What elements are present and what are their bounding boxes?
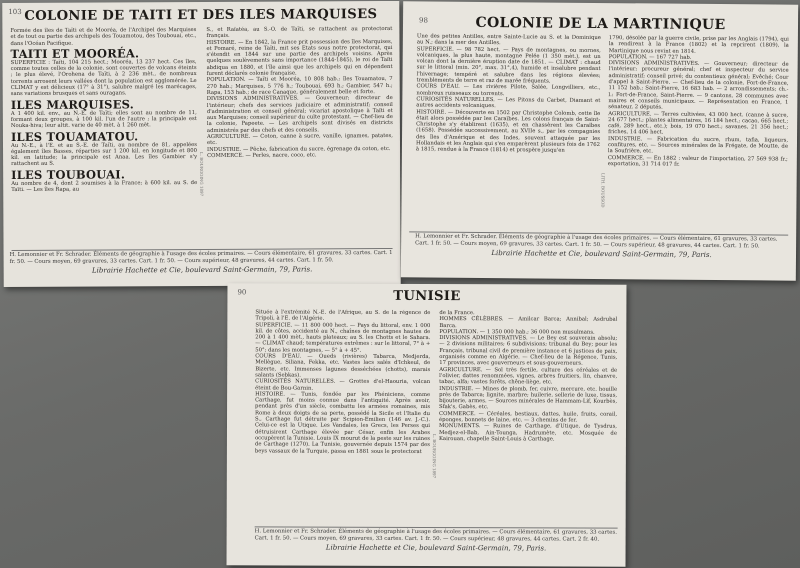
right-column xyxy=(206,26,393,247)
section-text: HISTOIRE. — Tunis, fondée par les Phéniciens, comme Carthage, fut moins connue dans l'antiquité. Après avoir, pendant près d'un siècle, combattu les armées romaines, mis Rome à deux doigts de sa perte, possédé la Sicile et l'Italie du S., Carthage fut détruite par Scipion-Emilien (146 av. J.-C.). Celui-ce est la Utique. Les Vandales, les Grecs, les Perses qui détruisirent Carthage élevée par César, enfin les Arabes occupèrent la Tunisie. Louis IX mourut de la peste sur les ruines de Carthage (1270). La Tunisie, gouvernée depuis 1574 par des beys vassaux de la Turquie, passa en 1881 sous le protectorat xyxy=(254,391,431,455)
section-text: POPULATION. — 167 727 hab. xyxy=(608,53,692,61)
section-text: COURS D'EAU. — Les rivières Pilote, Salée, Longvilliers, etc., nombreux ruisseaux ou torrents. xyxy=(416,83,601,97)
section-text: AGRICULTURE. — Terres cultivées, 43 000 hect. (canne à sucre, 24 677 hect.; plantes alimentaires, 16 184 hect.; cacao, 665 hect.; café, 289 hect., etc.); bois, 19 070 hect.; savanes, 21 356 hect.; friches, 14 406 hect. xyxy=(608,110,789,137)
footer-line: — Cours supérieur, 48 gravures, 44 cartes. Cart. 2 fr. 40. xyxy=(443,535,600,543)
footer-line: H. Lemonnier et Fr. Schrader. Éléments de géographie à l'usage des écoles primaires. — Cours élémentaire, 61 gravures, 33 cartes. Cart. 1 fr. 50. — Cours moyen, 69 gravures, 33 cartes. Cart. 1 fr. 50. xyxy=(415,233,778,248)
printer-mark: LITH. BOUSSOD xyxy=(600,173,606,208)
left-column xyxy=(10,27,197,248)
card-footer xyxy=(415,233,788,259)
section-heading: ILES MARQUISES. xyxy=(10,97,134,112)
publisher-line: Librairie Hachette et Cie, boulevard Saint-Germain, 79, Paris. xyxy=(91,265,313,275)
section-text: AGRICULTURE. — Sol très fertile, culture des céréales et de l'olivier, dattes renommées, vignes, arbres fruitiers, lin, chanvre, tabac, alfa; vastes forêts, chêne-liège, etc. xyxy=(439,366,618,386)
card-footer xyxy=(10,250,395,275)
section-text: COMMERCE. — Céréales, bestiaux, dattes, huile, fruits, corail, éponges, bonnets de laine, etc. — 3 chemins de fer. xyxy=(439,410,618,424)
section-text: POPULATION. — 1 350 000 hab.; 36 000 non musulmans. xyxy=(439,328,595,336)
section-heading: TAITI ET MOORÉA. xyxy=(10,46,140,61)
section-text: HISTOIRE. — En 1842, la France prit possession des îles Marquises, et Pomaré, reine de Taïti, mit ses Etats sous notre protectorat, qui s'étendit en 1844 sur une partie des archipels voisins. Après quelques soulèvements sans importance (1844-1845), le roi de Taïti abdiqua en 1880, et l'île ainsi que les archipels qui en dépendent furent déclarés colonie française. xyxy=(206,38,393,78)
section-text: POPULATION. — Taïti et Mooréa, 10 808 hab.; îles Touamatou, 7 270 hab.; Marquises, 5 776 h.; Toubouai, 693 h.; Gambier, 547 h.; Rapa, 153 hab.; de race Canaque, généralement belle et forte. xyxy=(206,76,393,96)
section-text: CURIOSITÉS NATURELLES. — Grottes d'el-Haouria, volcan éteint de Bou-Garnin. xyxy=(255,378,431,392)
section-text: SUPERFICIE : Taïti, 104 215 hect.; Mooréa, 13 237 hect. Ces îles, comme toutes celles de la colonie, sont couvertes de volcans éteints ; le plus élevé, l'Orohena de Taïti, à 2 236 mèt., de nombreux torrents arrosent leurs vallées dont la population est agglomérée. Le CLIMAT y est délicieux (17° à 31°), salubre malgré les marécages, sans variations brusques et sans ouragans. xyxy=(10,58,197,98)
card-title: COLONIE DE LA MARTINIQUE xyxy=(475,14,726,34)
card-footer xyxy=(255,528,618,552)
left-column xyxy=(415,33,601,245)
page-number: 90 xyxy=(237,288,247,297)
section-heading: ILES TOUBOUAI. xyxy=(11,167,126,182)
publisher-line: Librairie Hachette et Cie, boulevard Saint-Germain, 79, Paris. xyxy=(491,249,712,259)
section-text: SUPERFICIE. — 98 782 hect. — Pays de montagnes, ou mornes, volcaniques, la plus haute, montagne Pelée (1 350 mèt.), est un volcan dont la dernière éruption date de 1851. — CLIMAT : chaud sur le littoral (min. 20°, max. 31°,4), humide et insalubre pendant l'hivernage; tempéré et salubre dans les régions élevées; tremblements de terre et raz de marée fréquents. xyxy=(416,45,601,85)
section-text: DIVISIONS ADMINISTRATIVES. — Gouverneur; directeur de l'intérieur; procureur général; chef et inspecteur du service administratif; conseil privé; du contentieux général; Evêché; Cour d'appel à Saint-Pierre. — Chef-lieu de la colonie, Fort-de-France, 11 152 hab.; Saint-Pierre, 16 683 hab. — 2 arrondissements; ch.-l.: Fort-de-France, Saint-Pierre. — 9 cantons, 28 communes avec maires et conseils municipaux. — Représentation en France, 1 sénateur, 2 députés. xyxy=(608,60,789,111)
footer-line: H. Lemonnier et Fr. Schrader. Éléments de géographie à l'usage des écoles primaires. — Cours élémentaire, 61 gravures, 33 cartes. Cart. 1 fr. 50. — Cours moyen, 69 gravures, 33 cartes. Cart. 1 fr. 50. xyxy=(9,250,393,265)
section-text: HOMMES CÉLÈBRES. — Amilcar Barca; Annibal; Asdrubal Barca. xyxy=(439,316,618,329)
section-text: Une des petites Antilles, entre Sainte-Lucie au S. et la Dominique au N.; dans la mer des Antilles. xyxy=(416,33,601,47)
section-text: SUPERFICIE. — 11 800 000 hect. — Pays du littoral, env. 1 000 kil. de côtes, accidenté au N., chaînes de montagnes hautes de 200 à 1 400 mèt., hauts plateaux; au S. les Chotts et le Sahara. — CLIMAT chaud; températures extrêmes : sur le littoral, 7° à + 50°; dans les montagnes, — 5° à + 45°. xyxy=(255,321,431,354)
printer-mark: L. BOURGOING 1897 xyxy=(431,434,437,479)
section-text: A 1 400 kil. env., au N.-E. de Taïti; elles sont au nombre de 11, formant deux groupes, à 100 kil. l'un de l'autre ; la principale est Nouka-hiva; leur altit. varie de 40 mèt. à 1 260 mèt. xyxy=(10,109,197,130)
right-column xyxy=(607,35,789,247)
section-text: 1790, désolée par la guerre civile, prise par les Anglais (1794), qui la rendirent à la France (1802) et la reprirent (1809), la Martinique nous revint en 1814. xyxy=(608,35,789,55)
footer-line: — Cours supérieur, 48 gravures, 44 cartes. Cart. 1 fr. 50. xyxy=(603,241,760,249)
section-text: DIVISIONS ADMINISTRATIVES. — Le Bey est souverain absolu; — 2 divisions militaires; 6 subdivisions; tribunal du Bey; pour les Français, tribunal civil de première instance et 6 justices de paix, organisés comme en Algérie. — Chef-lieu de la Régence, Tunis, 17 provinces, avec gouverneurs et sous-gouverneurs. xyxy=(439,335,618,367)
section-text: de la France. xyxy=(439,310,475,317)
footer-line: H. Lemonnier et Fr. Schrader. Éléments de géographie à l'usage des écoles primaires. — Cours élémentaire, 61 gravures, 33 cartes. Cart. 1 fr. 50. — Cours moyen, 69 gravures, 33 cartes. Cart. 1 fr. 50. xyxy=(254,528,617,542)
card-taiti xyxy=(2,1,400,287)
card-title: COLONIE DE TAITI ET DES ILES MARQUISES xyxy=(24,7,378,24)
section-heading: ILES TOUAMATOU. xyxy=(10,128,139,144)
card-title: TUNISIE xyxy=(393,288,461,305)
section-text: MONUMENTS. — Ruines de Carthage, d'Utique, de Tysdrus, Medjez-el-Bab, Ain-Tounga, Hadrumète, etc. Mosquée de Kairouan, chapelle Saint-Louis à Carthage. xyxy=(438,423,618,443)
section-text: CURIOSITÉS NATURELLES. — Les Pitons du Carbet, Diamant et autres accidents volcaniques. xyxy=(416,96,601,110)
section-text: INDUSTRIE. — Fabrication du sucre, rhum, tafia, liqueurs, confitures, etc. — Sources minérales de la Frégate, de Moutte, de la Soufrière, etc. xyxy=(607,135,789,155)
section-text: DIVISIONS ADMINISTRATIVES. — Gouverneur; directeur de l'intérieur; chefs des services judiciaire et administratif; conseil d'administration et conseil général; vicariat apostolique à Taïti et aux Marquises; conseil supérieur du culte protestant. — Chef-lieu de la colonie, Papeete. — Les archipels sont divisés en districts administrés par des chefs et des conseils. xyxy=(206,95,393,134)
intro-text: Formée des îles de Taïti et de Mooréa, de l'Archipel des Marquises et de tout ou partie des archipels des Touamotou, des Toubouai, etc., dans l'Océan Pacifique. xyxy=(10,27,197,47)
section-text: Au N.-E., à l'E. et au S.-E. de Taïti, au nombre de 81, appelées également îles Basses, réparties sur 1 200 kil. en longitude et 800 kil. en latitude; la principale est Anaa. Les îles Gambier s'y rattachent au S. xyxy=(10,141,198,168)
publisher-line: Librairie Hachette et Cie, boulevard Saint-Germain, 79, Paris. xyxy=(325,543,547,553)
section-text: COURS D'EAU. — Oueds (rivières) Tabarca, Medjerda, Mellègue, Siliana, Fekka, etc. Vastes lacs salés d'Ichkeul, de Bizerte, etc. Immenses lagunes desséchées (chotts), marais salants (Sebkas). xyxy=(255,353,431,379)
section-text: S., et Raïatéa, au S.-O. de Taïti, se rattachent au protectorat français. xyxy=(206,25,393,40)
section-text: INDUSTRIE. — Mines de plomb, fer, cuivre, mercure, etc. houille près de Tabarca; lignite, marbre; huilerie, sellerie de luxe, tissus, bijouterie, armes. — Sources minérales de Hammam-Lif, Kourbès, Sfak's, Gabès, etc. xyxy=(439,385,618,411)
page-number: 103 xyxy=(8,7,22,17)
footer-line: — Cours supérieur, 48 gravures, 44 cartes. Cart. 1 fr. 50. xyxy=(177,256,334,264)
section-text: COMMERCE. — En 1882 : valeur de l'importation, 27 569 938 fr.; exportation, 31 714 017 fr. xyxy=(607,154,788,168)
page-number: 98 xyxy=(419,16,429,25)
card-martinique xyxy=(401,1,798,280)
section-text: Située à l'extrémité N.-E. de l'Afrique, au S. de la régence de Tripoli, à l'E. de l'Algérie. xyxy=(255,309,431,322)
section-text: HISTOIRE. — Découverte en 1502 par Christophe Colomb, cette île était alors possédée par les Caraïbes. Les colons français de Saint-Christophe s'y établirent (1635), et en chassèrent les Caraïbes (1658). Possédée successivement, au XVIIe s., par les compagnies des îles d'Amérique et des Indes, souvent attaquée par les Hollandais et les Anglais qui s'en emparèrent plusieurs fois de 1762 à 1815, rendue à la France (1814) et prospère jusqu'en xyxy=(415,108,601,155)
section-text: INDUSTRIE. — Pêche, fabrication du sucre, égrenage du coton, etc. xyxy=(207,145,391,153)
section-text: COMMERCE. — Perles, nacre, coco, etc. xyxy=(207,152,317,159)
card-tunisie xyxy=(227,283,627,566)
printer-mark: L. BOURGOING 1897 xyxy=(199,151,205,197)
section-text: AGRICULTURE. — Coton, canne à sucre, vanille, ignames, patates, etc. xyxy=(206,133,393,147)
section-text: Au nombre de 4, dont 2 soumises à la France; à 600 kil. au S. de Taïti. — Les îles Rapa, au xyxy=(11,179,198,194)
left-column xyxy=(255,309,431,526)
right-column xyxy=(439,310,618,527)
